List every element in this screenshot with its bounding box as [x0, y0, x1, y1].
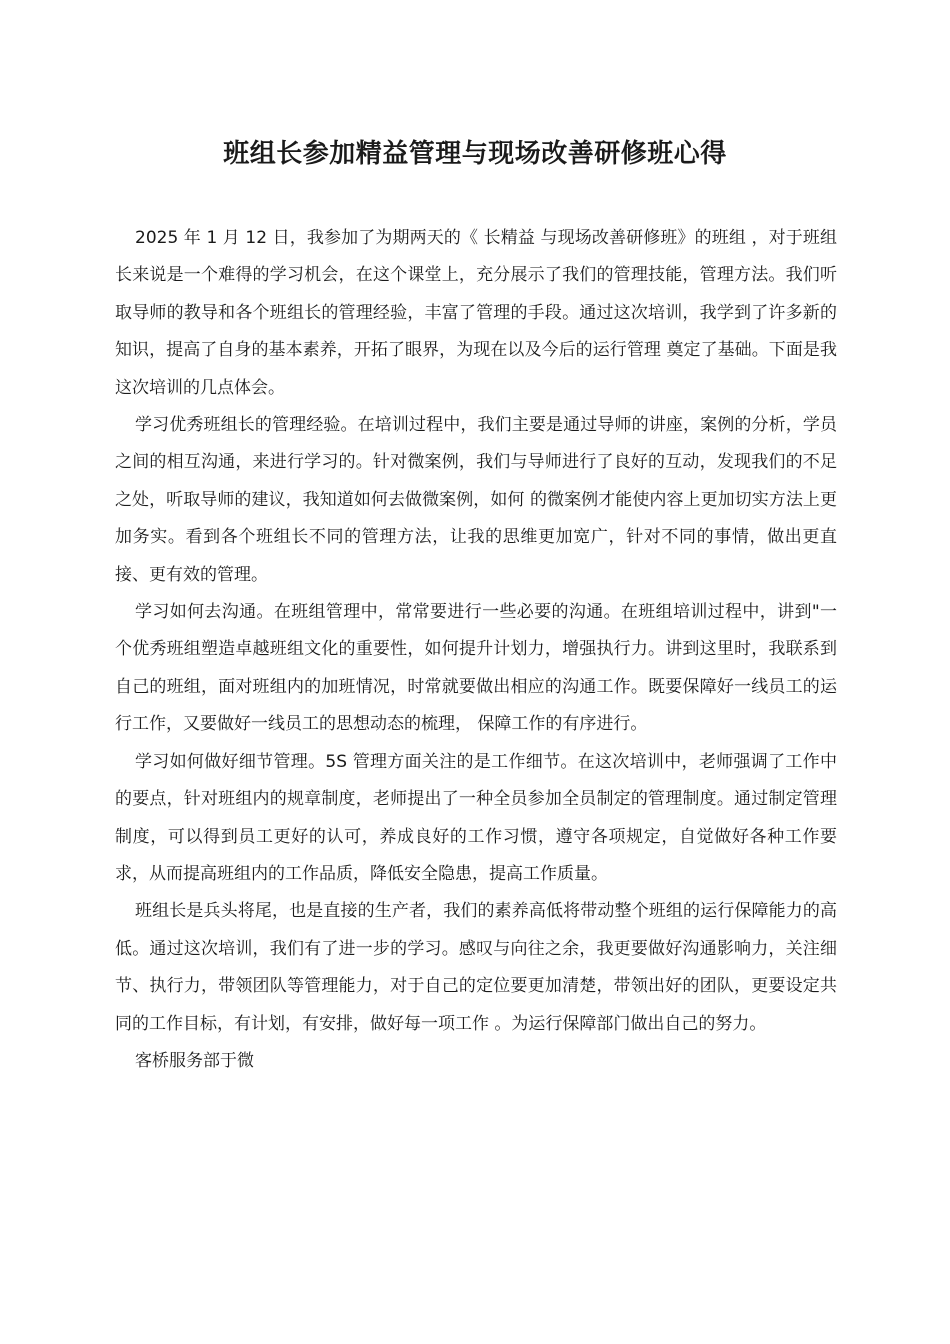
paragraph-conclusion: 班组长是兵头将尾，也是直接的生产者，我们的素养高低将带动整个班组的运行保障能力的高低。通过这次培训，我们有了进一步的学习。感叹与向往之余，我更要做好沟通影响力，关注细节、执行力，带领团队等管理能力，对于自己的定位要更加清楚，带领出好的团队，更要设定共同的工作目标，有计划，有安排，做好每一项工作 。为运行保障部门做出自己的努力。	[115, 901, 837, 1034]
paragraph-intro: 2025 年 1 月 12 日，我参加了为期两天的《 长精益 与现场改善研修班》的班组 ，对于班组长来说是一个难得的学习机会，在这个课堂上，充分展示了我们的管理技能，管理方法。我们听取导师的教导和各个班组长的管理经验，丰富了管理的手段。通过这次培训，我学到了许多新的知识，提高了自身的基本素养，开拓了眼界，为现在以及今后的运行管理 奠定了基础。下面是我这次培训的几点体会。	[115, 228, 837, 398]
author-signature: 客桥服务部于微	[135, 1050, 254, 1071]
document-title: 班组长参加精益管理与现场改善研修班心得	[223, 139, 727, 169]
paragraph-management-experience: 学习优秀班组长的管理经验。在培训过程中，我们主要是通过导师的讲座，案例的分析，学员之间的相互沟通，来进行学习的。针对微案例，我们与导师进行了良好的互动，发现我们的不足之处，听取导师的建议，我知道如何去做微案例，如何 的微案例才能使内容上更加切实方法上更加务实。看到各个班组长不同的管理方法，让我的思维更加宽广，针对不同的事情，做出更直接、更有效的管理。	[115, 415, 837, 585]
paragraph-detail-management: 学习如何做好细节管理。5S 管理方面关注的是工作细节。在这次培训中，老师强调了工作中的要点，针对班组内的规章制度，老师提出了一种全员参加全员制定的管理制度。通过制定管理制度，可以得到员工更好的认可，养成良好的工作习惯，遵守各项规定，自觉做好各种工作要求，从而提高班组内的工作品质，降低安全隐患，提高工作质量。	[115, 751, 837, 884]
paragraph-communication: 学习如何去沟通。在班组管理中，常常要进行一些必要的沟通。在班组培训过程中，讲到"一个优秀班组塑造卓越班组文化的重要性，如何提升计划力，增强执行力。讲到这里时，我联系到自己的班组，面对班组内的加班情况，时常就要做出相应的沟通工作。既要保障好一线员工的运行工作，又要做好一线员工的思想动态的梳理， 保障工作的有序进行。	[115, 602, 837, 735]
document-body	[115, 220, 837, 1080]
